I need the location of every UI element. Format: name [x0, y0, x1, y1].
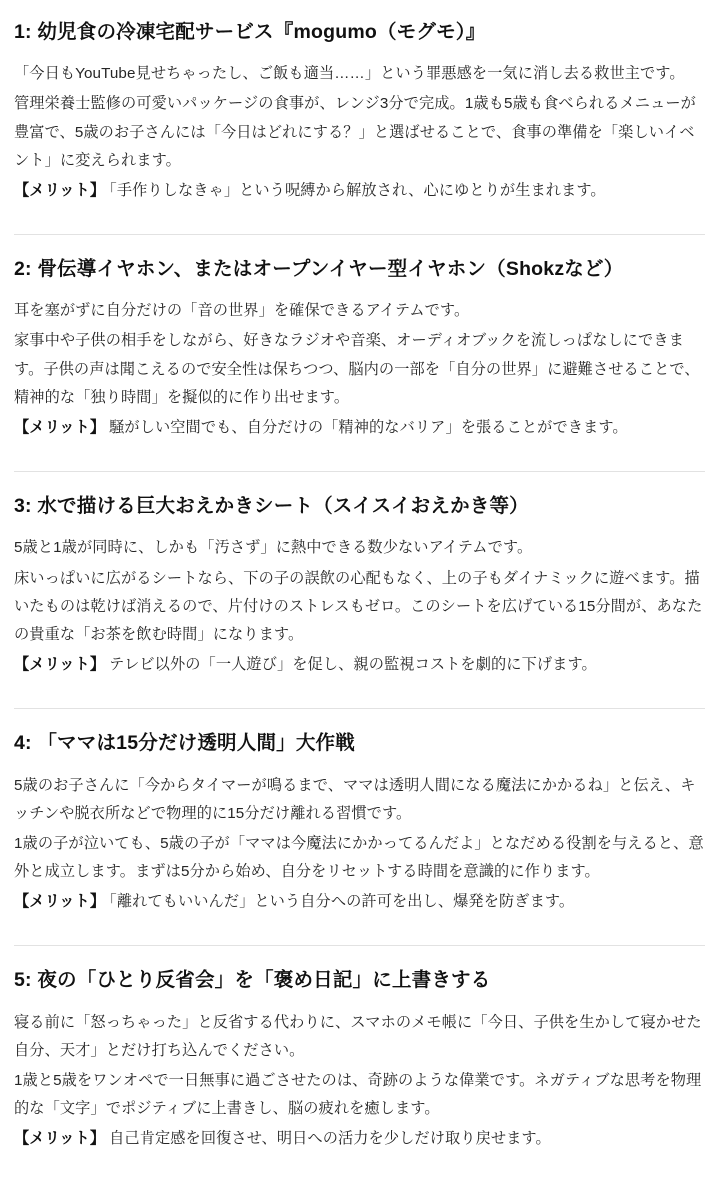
- content-section: [14, 708, 705, 945]
- section-heading: 2: 骨伝導イヤホン、またはオープンイヤー型イヤホン（Shokzなど）: [14, 258, 624, 281]
- section-heading: 1: 幼児食の冷凍宅配サービス『mogumo（モグモ）』: [14, 21, 486, 43]
- section-paragraph: 5歳と1歳が同時に、しかも「汚さず」に熱中できる数少ないアイテムです。: [14, 539, 533, 557]
- section-paragraph: 家事中や子供の相手をしながら、好きなラジオや音楽、オーディオブックを流しっぱなしにできます。子供の声は聞こえるので安全性は保ちつつ、脳内の一部を「自分の世界」に避難させることで、精神的な「独り時間」を擬似的に作り出せます。: [14, 332, 700, 406]
- section-heading: 5: 夜の「ひとり反省会」を「褒め日記」に上書きする: [14, 969, 491, 992]
- content-section: [14, 18, 705, 234]
- section-paragraph: 1歳の子が泣いても、5歳の子が「ママは今魔法にかかってるんだよ」となだめる役割を与えると、意外と成立します。まずは5分から始め、自分をリセットする時間を意識的に作ります。: [14, 834, 704, 880]
- merit-label: 【メリット】: [14, 655, 106, 673]
- section-paragraph: 管理栄養士監修の可愛いパッケージの食事が、レンジ3分で完成。1歳も5歳も食べられるメニューが豊富で、5歳のお子さんには「今日はどれにする？」と選ばせることで、食事の準備を「楽しいイベント」に変えられます。: [14, 95, 696, 169]
- section-paragraph: 寝る前に「怒っちゃった」と反省する代わりに、スマホのメモ帳に「今日、子供を生かして寝かせた自分、天才」とだけ打ち込んでください。: [14, 1013, 702, 1059]
- section-paragraph: 1歳と5歳をワンオペで一日無事に過ごさせたのは、奇跡のような偉業です。ネガティブな思考を物理的な「文字」でポジティブに上書きし、脳の疲れを癒します。: [14, 1071, 702, 1117]
- merit-label: 【メリット】: [14, 1130, 106, 1148]
- merit-line: [14, 1125, 705, 1153]
- content-section: [14, 945, 705, 1182]
- merit-text: 「離れてもいいんだ」という自分への許可を出し、爆発を防ぎます。: [109, 893, 575, 910]
- content-section: [14, 234, 705, 471]
- section-paragraph: 「今日もYouTube見せちゃったし、ご飯も適当……」という罪悪感を一気に消し去る救世主です。: [14, 65, 685, 83]
- merit-text: 自己肯定感を回復させ、明日への活力を少しだけ取り戻せます。: [109, 1130, 551, 1148]
- merit-text: 騒がしい空間でも、自分だけの「精神的なバリア」を張ることができます。: [109, 418, 628, 436]
- merit-line: [14, 888, 705, 916]
- merit-line: [14, 414, 705, 442]
- section-heading: 4: 「ママは15分だけ透明人間」大作戦: [14, 732, 355, 755]
- merit-line: [14, 177, 705, 205]
- merit-label: 【メリット】: [14, 418, 106, 436]
- merit-line: [14, 651, 705, 679]
- merit-label: 【メリット】: [14, 181, 106, 199]
- section-paragraph: 5歳のお子さんに「今からタイマーが鳴るまで、ママは透明人間になる魔法にかかるね」と伝え、キッチンや脱衣所などで物理的に15分だけ離れる習慣です。: [14, 776, 696, 822]
- section-heading: 3: 水で描ける巨大おえかきシート（スイスイおえかき等）: [14, 495, 529, 518]
- merit-label: 【メリット】: [14, 893, 106, 910]
- merit-text: 「手作りしなきゃ」という呪縛から解放され、心にゆとりが生まれます。: [109, 181, 606, 199]
- merit-text: テレビ以外の「一人遊び」を促し、親の監視コストを劇的に下げます。: [109, 655, 597, 673]
- content-section: [14, 471, 705, 708]
- section-paragraph: 床いっぱいに広がるシートなら、下の子の誤飲の心配もなく、上の子もダイナミックに遊べます。描いたものは乾けば消えるので、片付けのストレスもゼロ。このシートを広げている15分間が、あなたの貴重な「お茶を飲む時間」になります。: [14, 569, 703, 643]
- section-paragraph: 耳を塞がずに自分だけの「音の世界」を確保できるアイテムです。: [14, 302, 470, 320]
